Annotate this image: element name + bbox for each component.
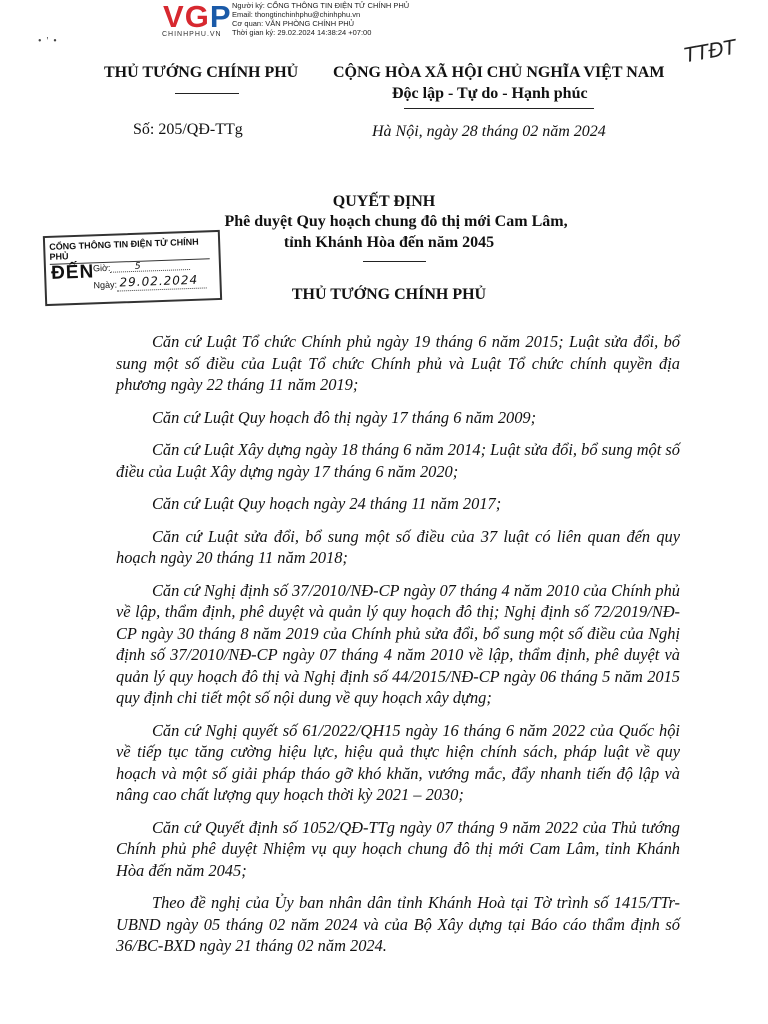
stamp-gio-line [110,269,190,273]
document-type: QUYẾT ĐỊNH [332,193,436,210]
signature-agency: Cơ quan: VĂN PHÒNG CHÍNH PHỦ [232,19,355,28]
signature-signer: Người ký: CỔNG THÔNG TIN ĐIỆN TỬ CHÍNH PHỦ [232,1,410,10]
paragraph: Căn cứ Luật Quy hoạch đô thị ngày 17 tháng 6 năm 2009; [152,407,537,427]
paragraph: Căn cứ Luật Xây dựng ngày 18 tháng 6 năm 2014; Luật sửa đổi, bổ sung một số điều của Luật Xây dựng ngày 17 tháng 6 năm 2020; [116,440,680,481]
vgp-logo: VGP [163,0,232,34]
paragraph: Theo đề nghị của Ủy ban nhân dân tỉnh Khánh Hoà tại Tờ trình số 1415/TTr-UBND ngày 05 tháng 02 năm 2024 và của Bộ Xây dựng tại Báo cáo thẩm định số 36/BC-BXD ngày 21 tháng 02 năm 2024. [116,893,680,955]
country-name: CỘNG HÒA XÃ HỘI CHỦ NGHĨA VIỆT NAM [333,64,665,81]
place-date: Hà Nội, ngày 28 tháng 02 năm 2024 [372,123,606,140]
scan-specks: • ' • [38,36,57,47]
handwritten-note: TTĐT [682,34,738,68]
vgp-logo-subtext: CHINHPHU.VN [162,31,222,38]
document-body [116,331,680,968]
document-number: Số: 205/QĐ-TTg [133,121,243,138]
stamp-header: CỔNG THÔNG TIN ĐIỆN TỬ CHÍNH PHỦ [49,236,210,265]
paragraph: Căn cứ Luật Quy hoạch ngày 24 tháng 11 năm 2017; [152,494,502,513]
signature-time: Thời gian ký: 29.02.2024 14:38:24 +07:00 [232,28,372,37]
stamp-gio-value: 5 [134,261,141,272]
stamp-den: ĐẾN [50,261,95,284]
document-subject-line2: tỉnh Khánh Hòa đến năm 2045 [283,234,495,251]
issuer-heading: THỦ TƯỚNG CHÍNH PHỦ [291,286,487,303]
motto-underline [404,108,594,109]
document-subject-line1: Phê duyệt Quy hoạch chung đô thị mới Cam Lâm, [224,213,568,230]
stamp-ngay-label: Ngày: [93,279,118,291]
digital-signature-block [232,1,409,37]
stamp-ngay-value: 29.02.2024 [119,272,199,290]
signature-email: Email: thongtinchinhphu@chinhphu.vn [232,10,361,19]
paragraph: Căn cứ Nghị định số 37/2010/NĐ-CP ngày 07 tháng 4 năm 2010 của Chính phủ về lập, thẩm định, phê duyệt và quản lý quy hoạch đô thị; Nghị định số 72/2019/NĐ-CP ngày 30 tháng 8 năm 2019 của Chính phủ sửa đổi, bổ sung một số điều của Nghị định số 37/2010/NĐ-CP ngày 07 tháng 4 năm 2010 về lập, thẩm định, phê duyệt và quản lý quy hoạch đô thị và Nghị định số 44/2015/NĐ-CP ngày 06 tháng 5 năm 2015 quy định chi tiết một số nội dung về quy hoạch xây dựng; [116,580,680,707]
issuing-agency: THỦ TƯỚNG CHÍNH PHỦ [104,64,299,81]
title-underline [363,261,426,262]
paragraph: Căn cứ Luật sửa đổi, bổ sung một số điều của 37 luật có liên quan đến quy hoạch ngày 20 tháng 11 năm 2018; [116,526,680,567]
paragraph: Căn cứ Luật Tổ chức Chính phủ ngày 19 tháng 6 năm 2015; Luật sửa đổi, bổ sung một số điều của Luật Tổ chức Chính phủ và Luật Tổ chức chính quyền địa phương ngày 22 tháng 11 năm 2019; [116,332,680,394]
paragraph: Căn cứ Quyết định số 1052/QĐ-TTg ngày 07 tháng 9 năm 2022 của Thủ tướng Chính phủ phê duyệt Nhiệm vụ quy hoạch chung đô thị mới Cam Lâm, tỉnh Khánh Hòa đến năm 2045; [116,817,680,880]
stamp-gio-label: Giờ: [92,262,111,274]
national-motto: Độc lập - Tự do - Hạnh phúc [392,85,588,102]
received-stamp [43,230,222,306]
paragraph: Căn cứ Nghị quyết số 61/2022/QH15 ngày 16 tháng 6 năm 2022 của Quốc hội về tiếp tục tăng cường hiệu lực, hiệu quả thực hiện chính sách, pháp luật về quy hoạch và một số giải pháp tháo gỡ khó khăn, vướng mắc, đẩy nhanh tiến độ lập và nâng cao chất lượng quy hoạch thời kỳ 2021 – 2030; [116,720,680,804]
agency-underline [175,93,239,94]
